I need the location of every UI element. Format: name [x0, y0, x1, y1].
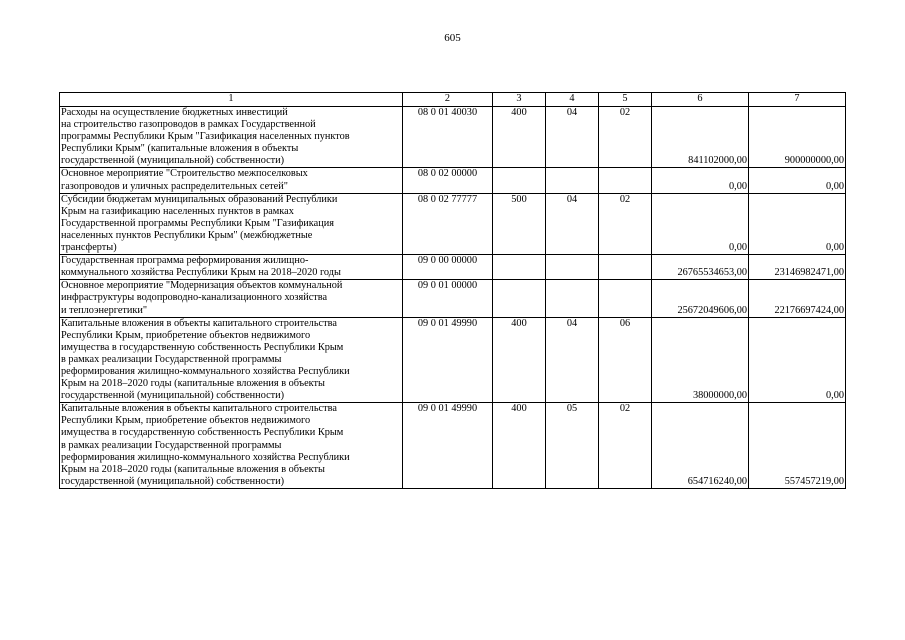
classification-code-cell: 08 0 01 40030: [403, 107, 493, 168]
amount-col7-cell: 557457219,00: [749, 403, 846, 489]
table-header-row: [60, 93, 846, 107]
amount-col7-cell: 0,00: [749, 317, 846, 403]
amount-col6-cell: 26765534653,00: [652, 255, 749, 280]
page-number: 605: [444, 32, 461, 44]
item-name-line: газопроводов и уличных распределительных сетей": [61, 180, 288, 192]
item-name-line: Расходы на осуществление бюджетных инвестиций: [61, 107, 288, 118]
subsection-cell: 06: [599, 317, 652, 403]
amount-col7-cell: 22176697424,00: [749, 280, 846, 317]
section-cell: 04: [546, 193, 599, 254]
item-name-line: Государственной программы Республики Крым "Газификация: [61, 217, 334, 229]
item-name-line: Республики Крым, приобретение объектов недвижимого: [61, 415, 311, 427]
column-header: 1: [60, 93, 403, 107]
item-name-line: Капитальные вложения в объекты капитального строительства: [61, 317, 337, 329]
item-name-line: реформирования жилищно-коммунального хозяйства Республики: [61, 451, 350, 463]
amount-col7-cell: 900000000,00: [749, 107, 846, 168]
item-name-line: Республики Крым" (капитальные вложения в объекты: [61, 143, 299, 155]
expense-type-cell: 400: [493, 107, 546, 168]
item-name-line: государственной (муниципальной) собственности): [61, 475, 285, 487]
item-name-line: Республики Крым, приобретение объектов недвижимого: [61, 329, 311, 341]
expense-type-cell: 400: [493, 317, 546, 403]
table-row: [60, 280, 846, 317]
item-name-line: коммунального хозяйства Республики Крым на 2018–2020 годы: [61, 267, 341, 279]
classification-code-cell: 09 0 01 49990: [403, 317, 493, 403]
item-name-line: в рамках реализации Государственной программы: [61, 353, 282, 365]
amount-col6-cell: 654716240,00: [652, 403, 749, 489]
subsection-cell: 02: [599, 107, 652, 168]
classification-code-cell: 09 0 00 00000: [403, 255, 493, 280]
amount-col6-cell: 841102000,00: [652, 107, 749, 168]
column-header: 3: [493, 93, 546, 107]
table-row: [60, 168, 846, 193]
amount-col7-cell: 0,00: [749, 193, 846, 254]
item-name-line: Крым на 2018–2020 годы (капитальные вложения в объекты: [61, 378, 325, 390]
budget-table: [59, 92, 846, 489]
amount-col7-cell: 0,00: [749, 168, 846, 193]
subsection-cell: 02: [599, 193, 652, 254]
column-header: 4: [546, 93, 599, 107]
item-name-line: населенных пунктов Республики Крым" (межбюджетные: [61, 229, 313, 241]
section-cell: 05: [546, 403, 599, 489]
item-name-line: в рамках реализации Государственной программы: [61, 439, 282, 451]
expense-type-cell: [493, 168, 546, 193]
section-cell: 04: [546, 107, 599, 168]
expense-type-cell: [493, 255, 546, 280]
amount-col6-cell: 0,00: [652, 193, 749, 254]
section-cell: [546, 168, 599, 193]
section-cell: [546, 280, 599, 317]
column-header: 7: [749, 93, 846, 107]
expense-type-cell: 400: [493, 403, 546, 489]
item-name-line: Капитальные вложения в объекты капитального строительства: [61, 403, 337, 415]
item-name-line: инфраструктуры водопроводно-канализационного хозяйства: [61, 292, 328, 304]
item-name-line: реформирования жилищно-коммунального хозяйства Республики: [61, 365, 350, 377]
section-cell: 04: [546, 317, 599, 403]
expense-type-cell: 500: [493, 193, 546, 254]
table-row: [60, 403, 846, 489]
expense-type-cell: [493, 280, 546, 317]
item-name-cell: [60, 403, 403, 489]
table-row: [60, 193, 846, 254]
section-cell: [546, 255, 599, 280]
amount-col6-cell: 38000000,00: [652, 317, 749, 403]
table-row: [60, 255, 846, 280]
item-name-line: Основное мероприятие "Строительство межпоселковых: [61, 168, 308, 180]
item-name-line: трансферты): [61, 242, 117, 254]
item-name-line: государственной (муниципальной) собственности): [61, 155, 285, 167]
table-row: [60, 317, 846, 403]
item-name-line: Крым на 2018–2020 годы (капитальные вложения в объекты: [61, 463, 325, 475]
subsection-cell: [599, 255, 652, 280]
item-name-cell: [60, 280, 403, 317]
item-name-line: программы Республики Крым "Газификация населенных пунктов: [61, 131, 350, 143]
classification-code-cell: 09 0 01 49990: [403, 403, 493, 489]
column-header: 2: [403, 93, 493, 107]
item-name-line: на строительство газопроводов в рамках Государственной: [61, 119, 316, 131]
classification-code-cell: 08 0 02 00000: [403, 168, 493, 193]
item-name-line: Основное мероприятие "Модернизация объектов коммунальной: [61, 280, 343, 292]
column-header: 6: [652, 93, 749, 107]
item-name-cell: [60, 168, 403, 193]
amount-col6-cell: 25672049606,00: [652, 280, 749, 317]
amount-col6-cell: 0,00: [652, 168, 749, 193]
item-name-line: Крым на газификацию населенных пунктов в рамках: [61, 205, 294, 217]
item-name-line: имущества в государственную собственность Республики Крым: [61, 427, 344, 439]
item-name-line: государственной (муниципальной) собственности): [61, 390, 285, 402]
subsection-cell: 02: [599, 403, 652, 489]
item-name-line: имущества в государственную собственность Республики Крым: [61, 341, 344, 353]
item-name-line: и теплоэнергетики": [61, 304, 148, 316]
item-name-line: Субсидии бюджетам муниципальных образований Республики: [61, 193, 338, 205]
column-header: 5: [599, 93, 652, 107]
amount-col7-cell: 23146982471,00: [749, 255, 846, 280]
item-name-cell: [60, 255, 403, 280]
subsection-cell: [599, 168, 652, 193]
item-name-cell: [60, 107, 403, 168]
classification-code-cell: 09 0 01 00000: [403, 280, 493, 317]
item-name-cell: [60, 317, 403, 403]
table-row: [60, 107, 846, 168]
classification-code-cell: 08 0 02 77777: [403, 193, 493, 254]
item-name-line: Государственная программа реформирования жилищно-: [61, 255, 309, 267]
item-name-cell: [60, 193, 403, 254]
subsection-cell: [599, 280, 652, 317]
